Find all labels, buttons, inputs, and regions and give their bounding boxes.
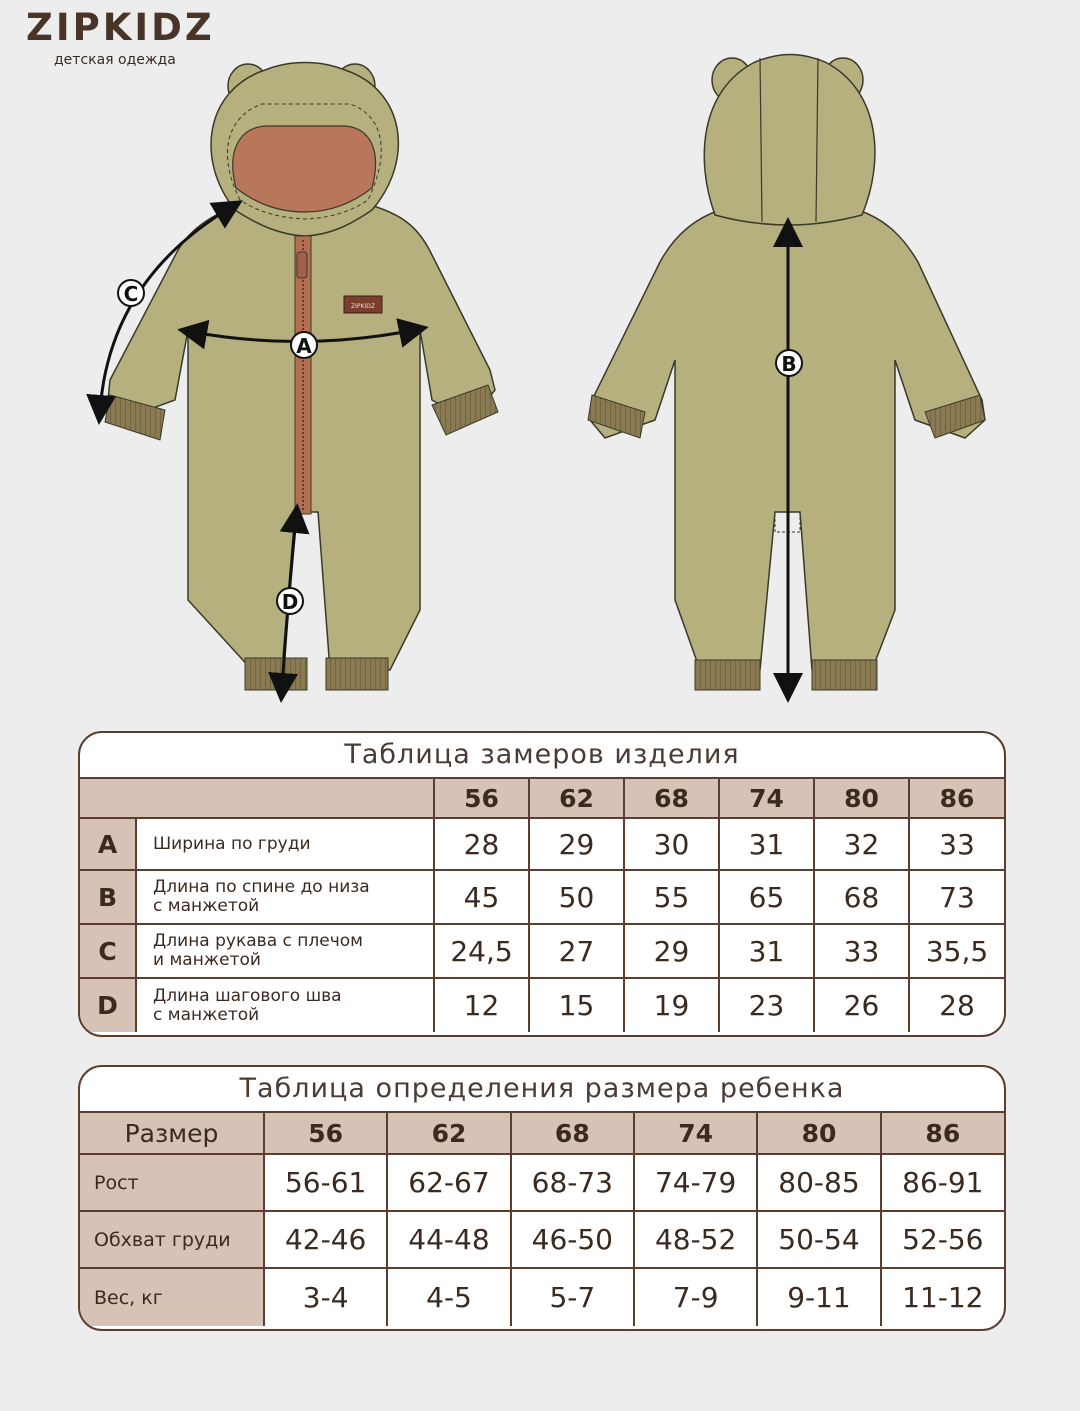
measure-value: 24,5 bbox=[434, 924, 529, 978]
row-description bbox=[136, 870, 434, 924]
size-value: 68-73 bbox=[511, 1154, 634, 1211]
header-blank bbox=[80, 778, 434, 818]
measure-value: 50 bbox=[529, 870, 624, 924]
measure-value: 15 bbox=[529, 978, 624, 1032]
size-value: 9-11 bbox=[757, 1268, 880, 1326]
size-header: 86 bbox=[909, 778, 1004, 818]
size-table-panel bbox=[78, 1065, 1006, 1331]
size-value: 3-4 bbox=[264, 1268, 387, 1326]
measure-value: 28 bbox=[434, 818, 529, 870]
size-value: 5-7 bbox=[511, 1268, 634, 1326]
row-letter: C bbox=[80, 924, 136, 978]
size-value: 42-46 bbox=[264, 1211, 387, 1268]
desc-line: Длина рукава с плечом bbox=[153, 931, 363, 951]
size-header: 68 bbox=[624, 778, 719, 818]
measure-value: 29 bbox=[529, 818, 624, 870]
measure-value: 65 bbox=[719, 870, 814, 924]
measure-table-panel bbox=[78, 731, 1006, 1037]
size-value: 52-56 bbox=[881, 1211, 1004, 1268]
front-view bbox=[100, 63, 498, 691]
size-header: 86 bbox=[881, 1112, 1004, 1154]
measure-value: 30 bbox=[624, 818, 719, 870]
size-header: 80 bbox=[814, 778, 909, 818]
measure-value: 27 bbox=[529, 924, 624, 978]
size-value: 86-91 bbox=[881, 1154, 1004, 1211]
brand-name: ZIPKIDZ bbox=[26, 6, 215, 49]
desc-line: и манжетой bbox=[153, 950, 261, 970]
measure-value: 68 bbox=[814, 870, 909, 924]
label-b: B bbox=[781, 352, 797, 376]
size-value: 74-79 bbox=[634, 1154, 757, 1211]
size-value: 80-85 bbox=[757, 1154, 880, 1211]
row-letter: D bbox=[80, 978, 136, 1032]
measure-value: 28 bbox=[909, 978, 1004, 1032]
desc-line: Длина шагового шва bbox=[153, 985, 342, 1006]
size-value: 62-67 bbox=[387, 1154, 510, 1211]
size-table bbox=[80, 1111, 1004, 1326]
size-header: 56 bbox=[264, 1112, 387, 1154]
desc-line: с манжетой bbox=[153, 896, 260, 916]
size-table-title: Таблица определения размера ребенка bbox=[239, 1073, 845, 1104]
measure-header-row bbox=[80, 778, 1004, 818]
measure-value: 12 bbox=[434, 978, 529, 1032]
size-header-row bbox=[80, 1112, 1004, 1154]
size-value: 44-48 bbox=[387, 1211, 510, 1268]
measure-table-title: Таблица замеров изделия bbox=[344, 739, 740, 770]
measure-value: 31 bbox=[719, 924, 814, 978]
row-label: Рост bbox=[80, 1154, 264, 1211]
measure-value: 23 bbox=[719, 978, 814, 1032]
label-d: D bbox=[281, 590, 299, 614]
desc-line: Ширина по груди bbox=[153, 833, 311, 854]
measure-value: 32 bbox=[814, 818, 909, 870]
row-letter: A bbox=[80, 818, 136, 870]
row-description bbox=[136, 818, 434, 870]
row-description bbox=[136, 924, 434, 978]
measure-value: 33 bbox=[909, 818, 1004, 870]
size-row-height bbox=[80, 1154, 1004, 1211]
size-header: 56 bbox=[434, 778, 529, 818]
label-a: A bbox=[296, 334, 312, 358]
measure-row-c bbox=[80, 924, 1004, 978]
size-header: 62 bbox=[387, 1112, 510, 1154]
size-value: 4-5 bbox=[387, 1268, 510, 1326]
row-letter: B bbox=[80, 870, 136, 924]
desc-line: Длина по спине до низа bbox=[153, 877, 370, 897]
back-view bbox=[588, 55, 985, 691]
size-value: 46-50 bbox=[511, 1211, 634, 1268]
measure-row-b bbox=[80, 870, 1004, 924]
size-value: 50-54 bbox=[757, 1211, 880, 1268]
size-value: 7-9 bbox=[634, 1268, 757, 1326]
size-header: 62 bbox=[529, 778, 624, 818]
size-row-chest bbox=[80, 1211, 1004, 1268]
size-value: 11-12 bbox=[881, 1268, 1004, 1326]
tag-text: ZIPKIDZ bbox=[351, 303, 375, 310]
size-header: 68 bbox=[511, 1112, 634, 1154]
measure-row-d bbox=[80, 978, 1004, 1032]
measure-row-a bbox=[80, 818, 1004, 870]
measure-value: 73 bbox=[909, 870, 1004, 924]
row-description bbox=[136, 978, 434, 1032]
measure-value: 33 bbox=[814, 924, 909, 978]
label-c: C bbox=[123, 282, 139, 306]
brand-tagline: детская одежда bbox=[54, 52, 176, 68]
size-value: 56-61 bbox=[264, 1154, 387, 1211]
measure-value: 35,5 bbox=[909, 924, 1004, 978]
row-label: Вес, кг bbox=[80, 1268, 264, 1326]
measure-value: 45 bbox=[434, 870, 529, 924]
size-row-weight bbox=[80, 1268, 1004, 1326]
size-header-label: Размер bbox=[80, 1112, 264, 1154]
measure-table bbox=[80, 777, 1004, 1032]
measure-value: 55 bbox=[624, 870, 719, 924]
row-label: Обхват груди bbox=[80, 1211, 264, 1268]
measure-value: 31 bbox=[719, 818, 814, 870]
measure-value: 19 bbox=[624, 978, 719, 1032]
measure-value: 29 bbox=[624, 924, 719, 978]
size-header: 80 bbox=[757, 1112, 880, 1154]
size-header: 74 bbox=[719, 778, 814, 818]
measure-value: 26 bbox=[814, 978, 909, 1032]
desc-line: с манжетой bbox=[153, 1004, 260, 1025]
size-value: 48-52 bbox=[634, 1211, 757, 1268]
size-header: 74 bbox=[634, 1112, 757, 1154]
